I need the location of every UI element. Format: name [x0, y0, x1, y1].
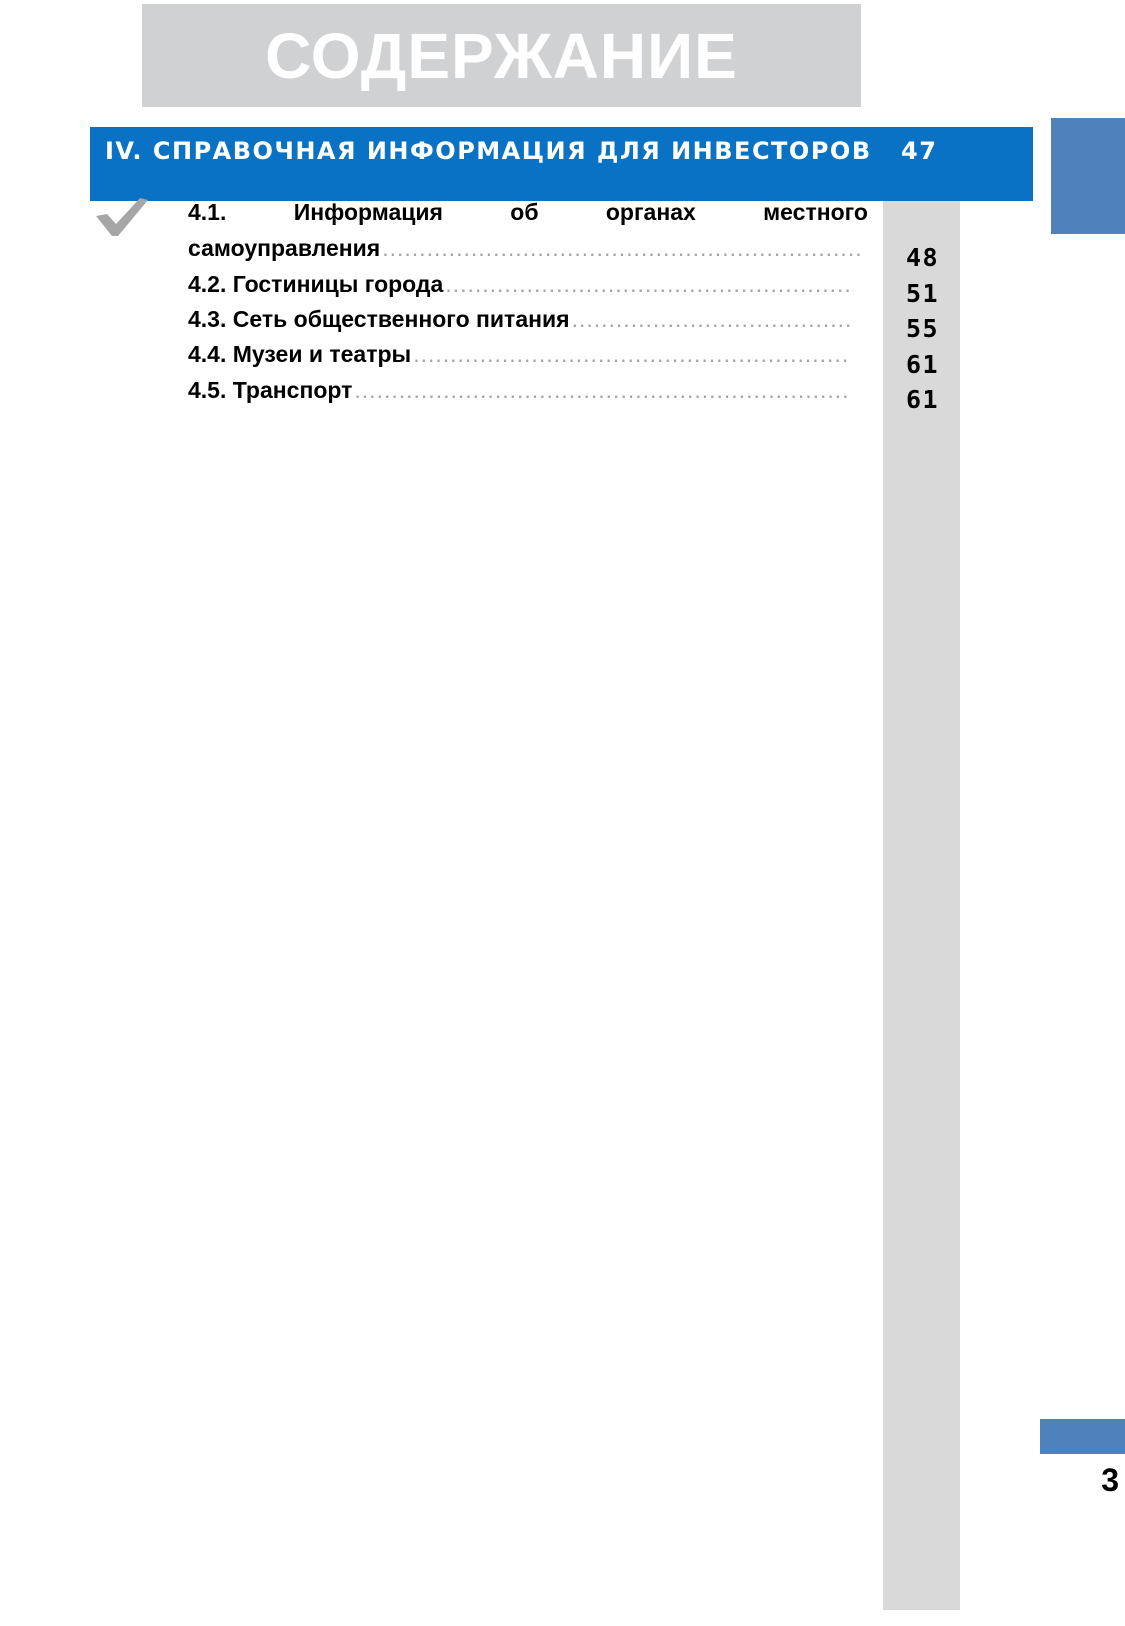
page-header: [142, 4, 861, 107]
page-number: 3: [1101, 1462, 1119, 1498]
toc-page-number: 61: [906, 385, 940, 414]
toc-word: об: [510, 199, 539, 225]
toc-entry-label: 4.4. Музеи и театры: [188, 341, 412, 367]
toc-entry-label: 4.5. Транспорт: [188, 377, 353, 403]
leader-dots: [382, 235, 860, 262]
toc-page-number: 51: [906, 279, 940, 308]
toc-entry-4-1[interactable]: [188, 199, 868, 226]
toc-word: органах: [605, 199, 696, 225]
leader-dots: [445, 271, 854, 298]
checkmark-icon: [94, 198, 148, 240]
toc-entry-4-2[interactable]: [188, 271, 854, 298]
section-title: IV. СПРАВОЧНАЯ ИНФОРМАЦИЯ ДЛЯ ИНВЕСТОРОВ: [105, 137, 872, 165]
toc-entry-4-5[interactable]: [188, 377, 849, 404]
toc-entry-4-4[interactable]: [188, 341, 849, 368]
section-page-number: 47: [901, 137, 938, 165]
toc-word: местного: [763, 199, 868, 225]
section-header[interactable]: [90, 127, 1033, 201]
toc-page-number: 55: [906, 314, 940, 343]
leader-dots: [354, 377, 849, 404]
toc-entry-4-1-continued[interactable]: [188, 235, 860, 262]
toc-entry-label: 4.3. Сеть общественного питания: [188, 306, 570, 332]
toc-entry-label: самоуправления: [188, 235, 381, 261]
toc-entry-4-3[interactable]: [188, 306, 852, 333]
page-title: СОДЕРЖАНИЕ: [265, 19, 738, 92]
toc-entry-label: 4.2. Гостиницы города: [188, 271, 444, 297]
leader-dots: [572, 306, 852, 333]
toc-page-number: 48: [906, 243, 940, 272]
toc-word: 4.1.: [188, 199, 227, 225]
footer-tab: [1040, 1419, 1125, 1454]
toc-word: Информация: [293, 199, 443, 225]
leader-dots: [413, 341, 849, 368]
toc-page-number: 61: [906, 350, 940, 379]
side-tab: [1051, 118, 1125, 234]
